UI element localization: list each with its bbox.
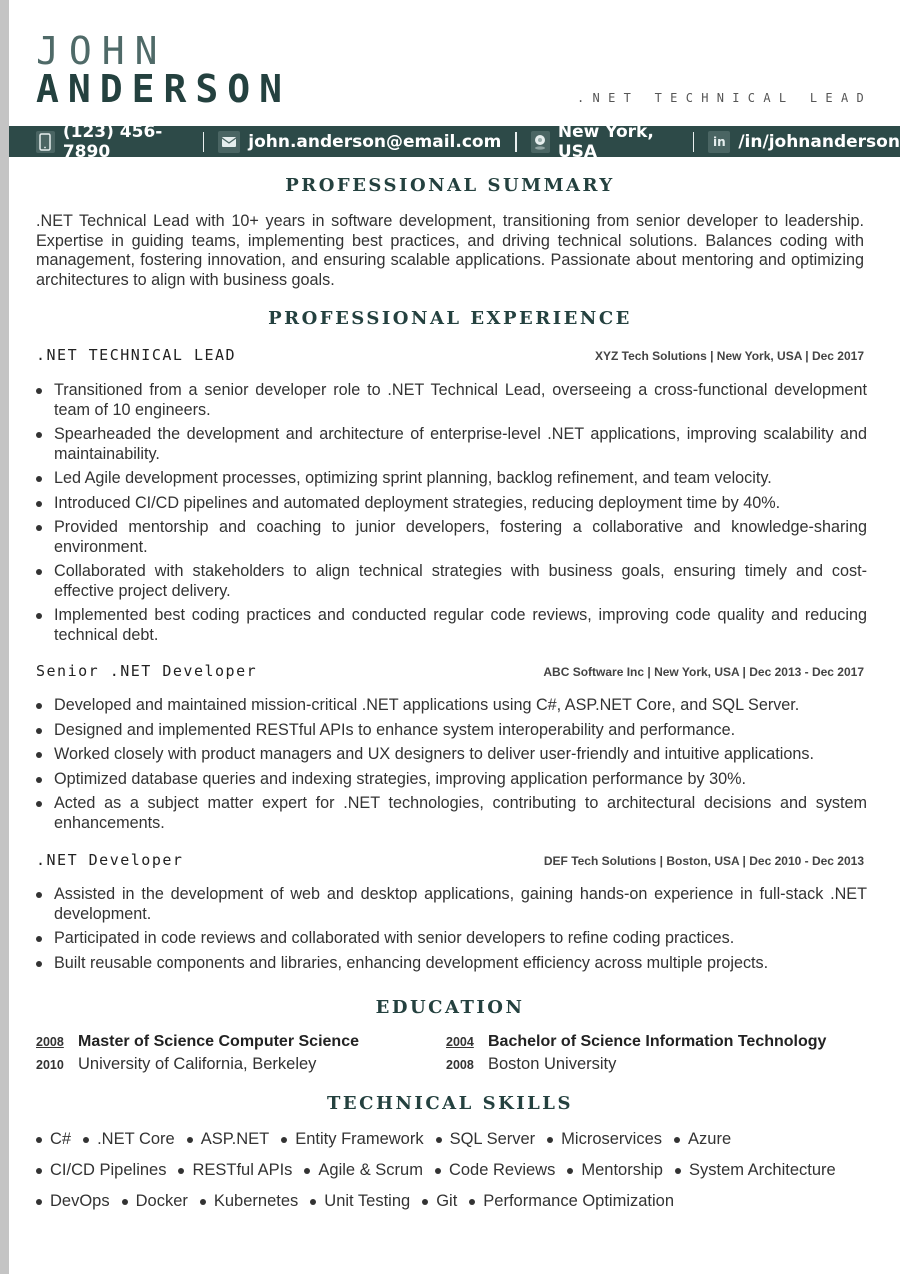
skill-item [469, 1191, 674, 1212]
bullet-dot-icon [435, 1168, 441, 1174]
contact-location[interactable] [531, 122, 679, 162]
skill-item [436, 1129, 536, 1150]
first-name: JOHN [36, 29, 168, 73]
phone-text: (123) 456-7890 [62, 121, 163, 162]
job-role: .NET TECHNICAL LEAD [36, 346, 237, 364]
bullet-dot-icon [304, 1168, 310, 1174]
edu-degree: Bachelor of Science Information Technology [488, 1033, 827, 1050]
job-role: .NET Developer [36, 851, 184, 869]
job-header [36, 662, 864, 680]
skill-label: Azure [688, 1130, 732, 1148]
education-entry [446, 1033, 826, 1077]
bullet-dot-icon [178, 1168, 184, 1174]
contact-separator [203, 132, 205, 152]
skill-label: DevOps [50, 1192, 110, 1210]
bullet-dot-icon [310, 1199, 316, 1205]
skill-label: Agile & Scrum [318, 1161, 423, 1179]
job-meta: XYZ Tech Solutions | New York, USA | Dec 2017 [594, 349, 864, 363]
skill-item [36, 1160, 166, 1181]
job-meta: ABC Software Inc | New York, USA | Dec 2013 - Dec 2017 [543, 665, 864, 679]
bullet-dot-icon [36, 1137, 42, 1143]
linkedin-icon: in [708, 131, 730, 153]
bullet-dot-icon [281, 1137, 287, 1143]
edu-school: University of California, Berkeley [78, 1055, 317, 1073]
bullet-item: Collaborated with stakeholders to align technical strategies with business goals, ensuring timely and cost-effective project delivery. [36, 562, 867, 601]
bullet-item: Developed and maintained mission-critical .NET applications using C#, ASP.NET Core, and SQL Server. [36, 696, 867, 716]
contact-bar [9, 121, 900, 162]
bullet-item: Built reusable components and libraries, enhancing development efficiency across multiple projects. [36, 954, 867, 974]
bullet-dot-icon [122, 1199, 128, 1205]
contact-phone[interactable] [36, 122, 189, 162]
skill-label: SQL Server [449, 1130, 536, 1148]
skill-label: C# [50, 1130, 72, 1148]
contact-separator [515, 132, 517, 152]
location-text: New York, USA [557, 121, 654, 162]
skill-label: Kubernetes [213, 1192, 299, 1210]
skill-label: .NET Core [97, 1130, 175, 1148]
last-name: ANDERSON [36, 67, 292, 111]
bullet-dot-icon [83, 1137, 89, 1143]
summary-text: .NET Technical Lead with 10+ years in software development, transitioning from senior developer to leadership. Expertise in guiding teams, implementing best practices, and driving technical solutions. Balances coding with management, fostering innovation, and ensuring scalable applications. Passionate about mentoring and optimizing architectures to align with business goals. [36, 212, 864, 289]
edu-start-year: 2004 [446, 1035, 474, 1049]
job-title: .NET TECHNICAL LEAD [577, 91, 872, 105]
edu-end-year: 2008 [446, 1058, 474, 1072]
skill-label: CI/CD Pipelines [50, 1161, 167, 1179]
skill-item [304, 1160, 423, 1181]
job-role: Senior .NET Developer [36, 662, 258, 680]
skill-label: System Architecture [688, 1161, 836, 1179]
job-bullets [36, 381, 867, 650]
skill-item [122, 1191, 188, 1212]
skill-label: Git [436, 1192, 458, 1210]
job-header [36, 851, 864, 869]
job-header [36, 346, 864, 364]
bullet-dot-icon [567, 1168, 573, 1174]
edu-end-year: 2010 [36, 1058, 64, 1072]
skill-item [36, 1191, 110, 1212]
bullet-item: Participated in code reviews and collaborated with senior developers to refine coding practices. [36, 929, 867, 949]
skill-label: RESTful APIs [192, 1161, 293, 1179]
location-pin-icon [531, 131, 550, 153]
bullet-item: Introduced CI/CD pipelines and automated deployment strategies, reducing deployment time by 40%. [36, 494, 867, 514]
bullet-dot-icon [200, 1199, 206, 1205]
bullet-item: Worked closely with product managers and UX designers to deliver user-friendly and intuitive applications. [36, 745, 867, 765]
skill-label: Entity Framework [295, 1130, 424, 1148]
job-bullets [36, 885, 867, 978]
email-icon [218, 131, 240, 153]
bullet-item: Acted as a subject matter expert for .NET technologies, contributing to architectural decisions and system enhancements. [36, 794, 867, 833]
skill-item [187, 1129, 269, 1150]
edu-degree: Master of Science Computer Science [78, 1033, 359, 1050]
bullet-dot-icon [675, 1168, 681, 1174]
bullet-dot-icon [36, 1168, 42, 1174]
skill-item [435, 1160, 555, 1181]
skill-label: Code Reviews [448, 1161, 556, 1179]
experience-heading: PROFESSIONAL EXPERIENCE [268, 308, 632, 329]
skill-item [200, 1191, 298, 1212]
skill-item [310, 1191, 410, 1212]
skills-heading: TECHNICAL SKILLS [327, 1093, 573, 1114]
bullet-dot-icon [469, 1199, 475, 1205]
bullet-item: Provided mentorship and coaching to junior developers, fostering a collaborative and knowledge-sharing environment. [36, 518, 867, 557]
bullet-dot-icon [547, 1137, 553, 1143]
skill-item [675, 1160, 836, 1181]
skill-item [281, 1129, 423, 1150]
skill-label: Performance Optimization [483, 1192, 675, 1210]
skill-label: Docker [135, 1192, 188, 1210]
skill-item [178, 1160, 292, 1181]
contact-linkedin[interactable] [708, 131, 900, 153]
education-heading: EDUCATION [375, 997, 525, 1018]
bullet-item: Designed and implemented RESTful APIs to enhance system interoperability and performance. [36, 721, 867, 741]
skill-label: Unit Testing [324, 1192, 411, 1210]
bullet-dot-icon [422, 1199, 428, 1205]
skills-list [36, 1129, 876, 1212]
bullet-dot-icon [187, 1137, 193, 1143]
job-bullets [36, 696, 867, 838]
contact-email[interactable] [218, 131, 501, 153]
bullet-item: Transitioned from a senior developer role to .NET Technical Lead, overseeing a cross-functional development team of 10 engineers. [36, 381, 867, 420]
candidate-name [36, 29, 292, 111]
contact-separator [693, 132, 695, 152]
phone-icon [36, 131, 55, 153]
bullet-item: Optimized database queries and indexing strategies, improving application performance by 30%. [36, 770, 867, 790]
skill-label: Mentorship [581, 1161, 663, 1179]
linkedin-text: /in/johnanderson [738, 131, 900, 152]
skill-item [567, 1160, 663, 1181]
skill-item [547, 1129, 662, 1150]
bullet-dot-icon [674, 1137, 680, 1143]
edu-start-year: 2008 [36, 1035, 64, 1049]
skill-item [83, 1129, 175, 1150]
skill-item [674, 1129, 731, 1150]
bullet-dot-icon [436, 1137, 442, 1143]
bullet-item: Implemented best coding practices and conducted regular code reviews, improving code quality and reducing technical debt. [36, 606, 867, 645]
bullet-item: Led Agile development processes, optimizing sprint planning, backlog refinement, and team velocity. [36, 469, 867, 489]
skill-label: Microservices [561, 1130, 663, 1148]
job-meta: DEF Tech Solutions | Boston, USA | Dec 2010 - Dec 2013 [543, 854, 864, 868]
bullet-dot-icon [36, 1199, 42, 1205]
email-text: john.anderson@email.com [248, 131, 502, 152]
bullet-item: Spearheaded the development and architecture of enterprise-level .NET applications, improving scalability and maintainability. [36, 425, 867, 464]
skill-label: ASP.NET [200, 1130, 270, 1148]
education-entry [36, 1033, 359, 1077]
skill-item [36, 1129, 71, 1150]
bullet-item: Assisted in the development of web and desktop applications, gaining hands-on experience in full-stack .NET development. [36, 885, 867, 924]
edu-school: Boston University [488, 1055, 617, 1073]
skill-item [422, 1191, 457, 1212]
summary-heading: PROFESSIONAL SUMMARY [285, 175, 615, 196]
